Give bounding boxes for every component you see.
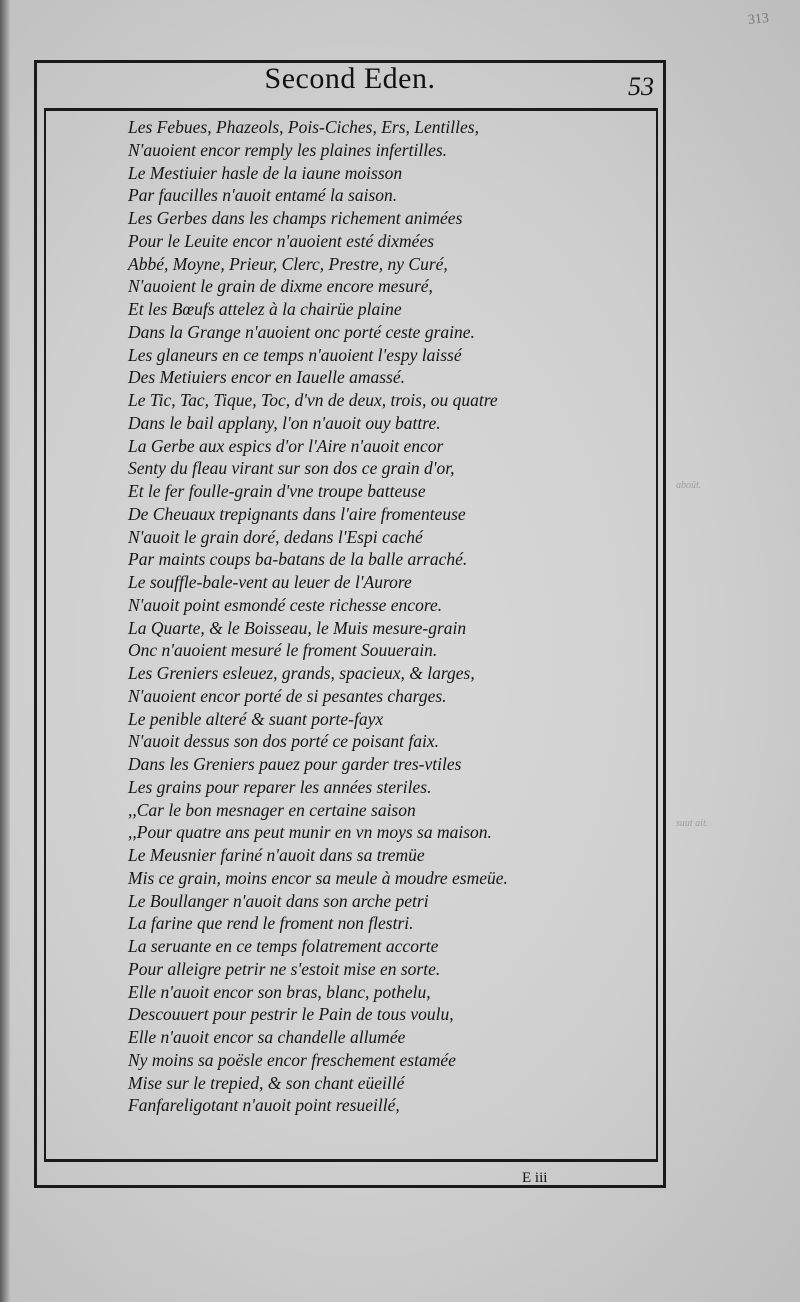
verse-line: Pour le Leuite encor n'auoient esté dixmées — [128, 230, 435, 251]
verse-line: N'auoit point esmondé ceste richesse encore. — [128, 594, 443, 615]
verse-line: Les Febues, Phazeols, Pois-Ciches, Ers, Lentilles, — [128, 117, 479, 137]
verse-line: Mis ce grain, moins encor sa meule à moudre esmeüe. — [128, 867, 508, 888]
verse-line: La farine que rend le froment non flestri. — [128, 913, 414, 934]
verse-line: La Gerbe aux espics d'or l'Aire n'auoit encor — [128, 435, 444, 456]
verse-line: La seruante en ce temps folatrement accorte — [128, 936, 439, 956]
verse-line: Les grains pour reparer les années steriles. — [128, 776, 432, 797]
verse-line: Et le fer foulle-grain d'vne troupe batteuse — [128, 481, 426, 501]
verse-line: Elle n'auoit encor sa chandelle allumée — [128, 1027, 406, 1047]
verse-line: Le Meusnier fariné n'auoit dans sa tremüe — [128, 845, 425, 865]
verse-line: Abbé, Moyne, Prieur, Clerc, Prestre, ny Curé, — [128, 253, 448, 274]
verse-line: Ny moins sa poësle encor freschement estamée — [128, 1049, 456, 1070]
corner-pencil-mark: 313 — [747, 10, 770, 29]
verse-line: N'auoient le grain de dixme encore mesuré, — [128, 276, 433, 297]
verse-line: N'auoient encor remply les plaines infertilles. — [128, 139, 448, 160]
verse-line: De Cheuaux trepignants dans l'aire fromenteuse — [128, 503, 466, 524]
verse-line: Le Tic, Tac, Tique, Toc, d'vn de deux, trois, ou quatre — [128, 390, 498, 410]
verse-line: ,,Pour quatre ans peut munir en vn moys sa maison. — [128, 822, 492, 843]
verse-line: Par maints coups ba-batans de la balle arraché. — [128, 549, 468, 570]
verse-line: Le souffle-bale-vent au leuer de l'Aurore — [128, 572, 412, 592]
verse-line: N'auoit le grain doré, dedans l'Espi caché — [128, 526, 423, 547]
verse-line: Les glaneurs en ce temps n'auoient l'espy laissé — [128, 344, 462, 365]
verse-line: Le Mestiuier hasle de la iaune moisson — [128, 162, 403, 183]
verse-line: La Quarte, & le Boisseau, le Muis mesure-grain — [128, 617, 467, 638]
verse-line: Descouuert pour pestrir le Pain de tous voulu, — [128, 1004, 454, 1025]
verse-line: Dans le bail applany, l'on n'auoit ouy battre. — [128, 412, 441, 433]
verse-line: ,,Car le bon mesnager en certaine saison — [128, 799, 416, 820]
verse-line: Fanfareligotant n'auoit point resueillé, — [128, 1095, 400, 1116]
running-title: Second Eden. — [264, 62, 436, 95]
verse-line: Dans les Greniers pauez pour garder tres-vtiles — [128, 754, 462, 774]
verse-line: Le Boullanger n'auoit dans son arche petri — [128, 890, 429, 911]
verse-line: N'auoit dessus son dos porté ce poisant faix. — [128, 731, 439, 752]
page-number: 53 — [628, 72, 654, 101]
page-gutter-shadow — [0, 0, 10, 1302]
poem-text-block — [128, 116, 648, 1117]
verse-line: Le penible alteré & suant porte-fayx — [128, 708, 384, 729]
verse-line: Les Greniers esleuez, grands, spacieux, & larges, — [128, 663, 475, 683]
verse-line: Des Metiuiers encor en Iauelle amassé. — [128, 367, 406, 388]
verse-line: Et les Bœufs attelez à la chairüe plaine — [128, 299, 402, 319]
verse-line: N'auoient encor porté de si pesantes charges. — [128, 685, 447, 706]
verse-line: Pour alleigre petrir ne s'estoit mise en sorte. — [128, 958, 441, 979]
signature-mark: E iii — [522, 1170, 548, 1186]
verse-line: Senty du fleau virant sur son dos ce grain d'or, — [128, 458, 455, 479]
verse-line: Par faucilles n'auoit entamé la saison. — [128, 185, 398, 206]
margin-note: aboüt. — [676, 480, 702, 491]
verse-line: Onc n'auoient mesuré le froment Souuerain. — [128, 640, 438, 661]
verse-line: Mise sur le trepied, & son chant eüeillé — [128, 1072, 405, 1093]
verse-line: Dans la Grange n'auoient onc porté ceste graine. — [128, 321, 475, 342]
verse-line: Les Gerbes dans les champs richement animées — [128, 208, 463, 228]
verse-line: Elle n'auoit encor son bras, blanc, pothelu, — [128, 981, 431, 1002]
margin-note: suut ait. — [676, 818, 709, 829]
